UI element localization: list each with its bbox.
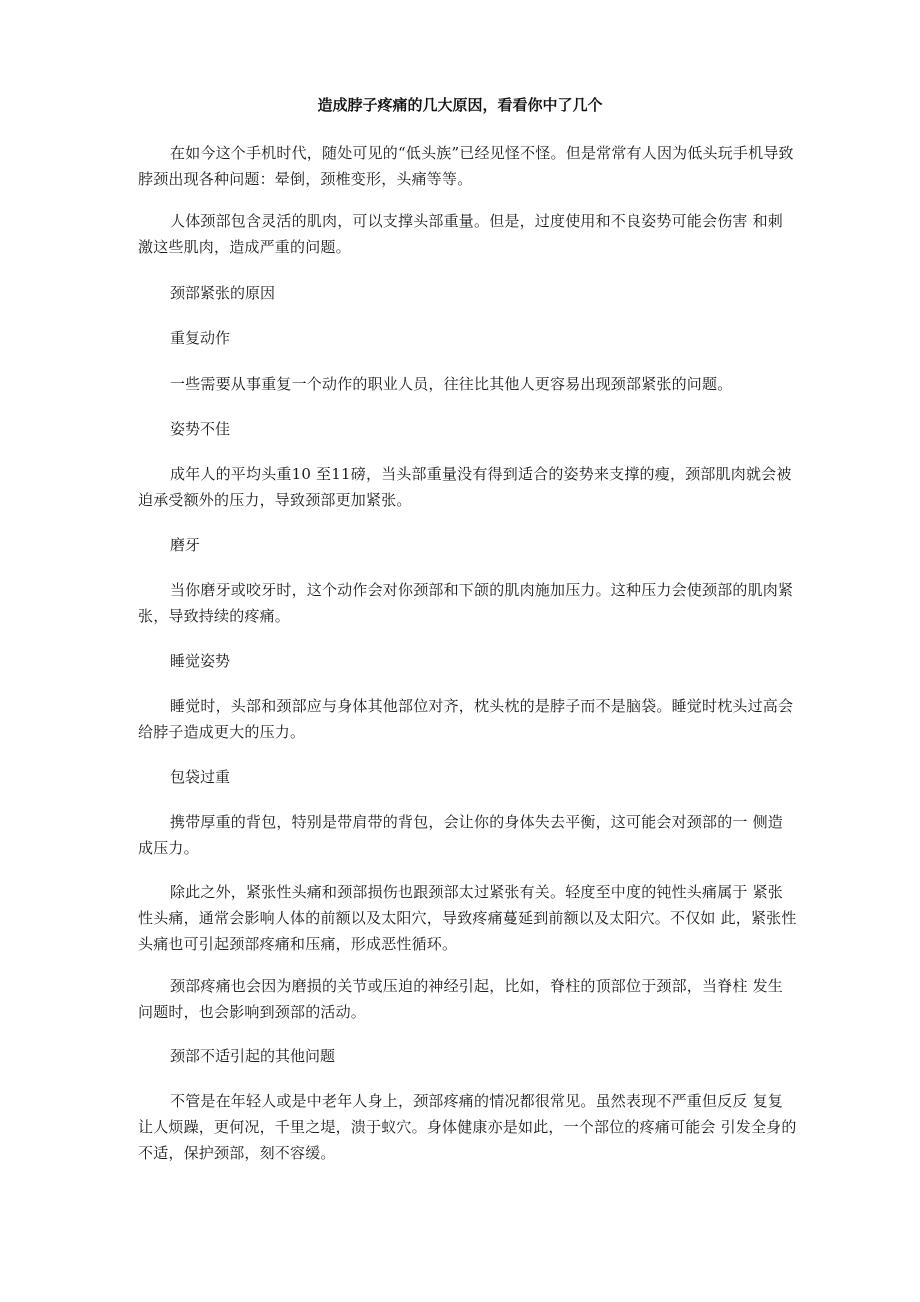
- paragraph-sleep-posture: 睡觉时，头部和颈部应与身体其他部位对齐，枕头枕的是脖子而不是脑袋。睡觉时枕头过高会给脖子造成更大的压力。: [138, 697, 794, 741]
- section-heading-other-problems: 颈部不适引起的其他问题: [170, 1047, 336, 1065]
- paragraph-intro: 在如今这个手机时代，随处可见的“低头族”已经见怪不怪。但是常常有人因为低头玩手机导致脖颈出现各种问题：晕倒，颈椎变形，头痛等等。: [138, 144, 794, 188]
- paragraph-conclusion: 不管是在年轻人或是中老年人身上，颈部疼痛的情况都很常见。虽然表现不严重但反反 复复让人烦躁，更何况，千里之堤，溃于蚁穴。身体健康亦是如此，一个部位的疼痛可能会 引发全身的不适，保护颈部，刻不容缓。: [138, 1092, 797, 1162]
- subheading-sleep-posture: 睡觉姿势: [170, 652, 231, 670]
- paragraph-joint-nerve: 颈部疼痛也会因为磨损的关节或压迫的神经引起，比如，脊柱的顶部位于颈部，当脊柱 发生问题时，也会影响到颈部的活动。: [138, 977, 783, 1021]
- subheading-repetitive-motion: 重复动作: [170, 329, 231, 347]
- paragraph-teeth-grinding: 当你磨牙或咬牙时，这个动作会对你颈部和下颌的肌肉施加压力。这种压力会使颈部的肌肉紧张，导致持续的疼痛。: [138, 581, 794, 625]
- subheading-teeth-grinding: 磨牙: [170, 536, 201, 554]
- paragraph-poor-posture: 成年人的平均头重10 至11磅，当头部重量没有得到适合的姿势来支撑的瘦，颈部肌肉就会被迫承受额外的压力，导致颈部更加紧张。: [138, 465, 792, 509]
- section-heading-causes: 颈部紧张的原因: [170, 284, 276, 302]
- paragraph-tension-headache: 除此之外，紧张性头痛和颈部损伤也跟颈部太过紧张有关。轻度至中度的钝性头痛属于 紧张性头痛，通常会影响人体的前额以及太阳穴，导致疼痛蔓延到前额以及太阳穴。不仅如 此，紧张性头痛也可引起颈部疼痛和压痛，形成恶性循环。: [138, 883, 797, 953]
- paragraph-heavy-bag: 携带厚重的背包，特别是带肩带的背包，会让你的身体失去平衡，这可能会对颈部的一 侧造成压力。: [138, 813, 783, 857]
- subheading-heavy-bag: 包袋过重: [170, 768, 231, 786]
- document-title: 造成脖子疼痛的几大原因，看看你中了几个: [317, 96, 603, 114]
- paragraph-neck-muscles: 人体颈部包含灵活的肌肉，可以支撑头部重量。但是，过度使用和不良姿势可能会伤害 和刺激这些肌肉，造成严重的问题。: [138, 212, 783, 256]
- paragraph-repetitive-motion: 一些需要从事重复一个动作的职业人员，往往比其他人更容易出现颈部紧张的问题。: [170, 375, 733, 393]
- subheading-poor-posture: 姿势不佳: [170, 420, 231, 438]
